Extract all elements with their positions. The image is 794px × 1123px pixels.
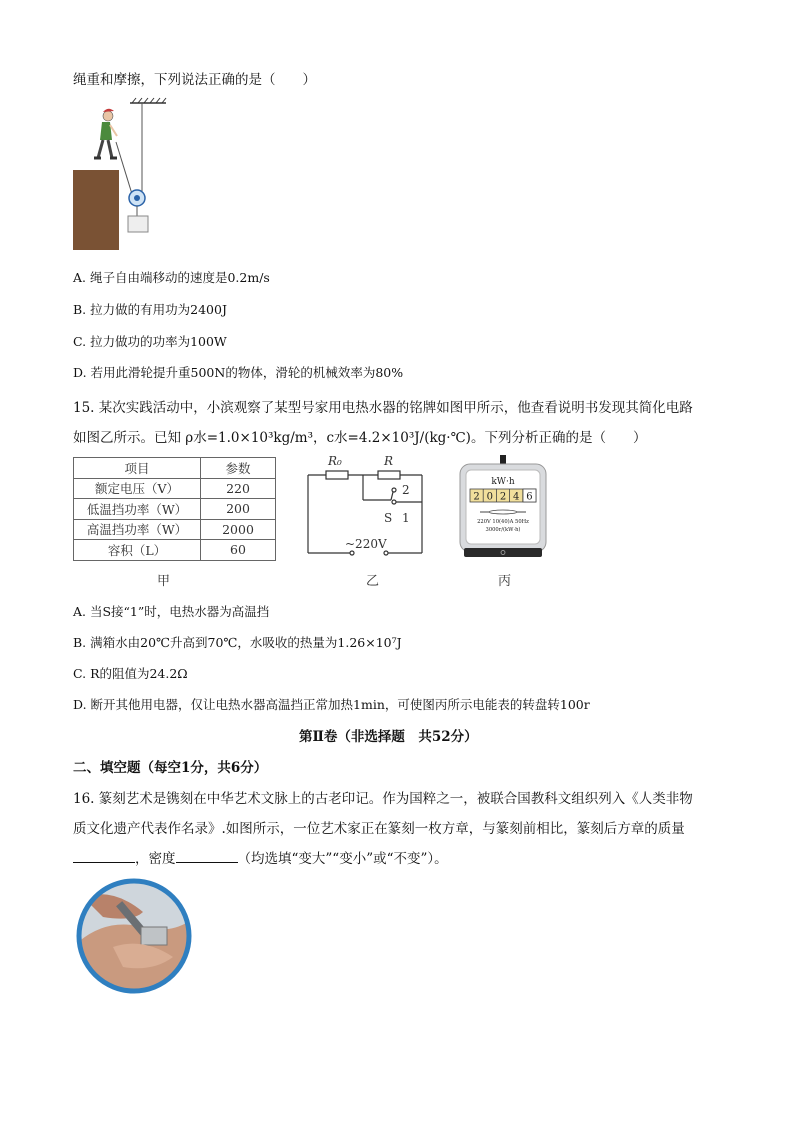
table-cell: 2000 — [201, 519, 276, 540]
meter-digit: 2 — [473, 491, 480, 503]
q16-text-line2: 质文化遗产代表作名录》.如图所示，一位艺术家正在篆刻一枚方章，与篆刻前相比，篆刻后方章的质量 — [73, 821, 685, 837]
table-cell: 容积（L） — [74, 540, 201, 561]
q14-option-a: A. 绳子自由端移动的速度是0.2m/s — [73, 270, 270, 285]
q14-option-c: C. 拉力做功的功率为100W — [73, 334, 227, 349]
meter-spec-constant: 3000r/(kW·h) — [485, 527, 521, 533]
table-row — [74, 478, 276, 499]
q15-text-line1: 15. 某次实践活动中，小滨观察了某型号家用电热水器的铭牌如图甲所示，他查看说明书发现其简化电路 — [73, 400, 693, 416]
table-row — [74, 519, 276, 540]
q15-text-line2: 如图乙所示。已知 ρ水=1.0×10³kg/m³，c水=4.2×10³J/(kg·℃)。下列分析正确的是（ ） — [73, 430, 647, 446]
answer-blank-mass[interactable] — [73, 850, 135, 863]
meter-digit: 4 — [513, 491, 520, 503]
meter-spec-rating: 220V 10(40)A 50Hz — [477, 519, 529, 525]
q16-choice-hint: （均选填“变大”“变小”或“不变”）。 — [237, 851, 448, 867]
pulley-figure — [70, 96, 190, 254]
answer-blank-density[interactable] — [176, 850, 238, 863]
table-cell: 低温挡功率（W） — [74, 499, 201, 520]
label-switch-pos1: 1 — [402, 511, 410, 525]
label-r0: R₀ — [328, 454, 342, 468]
q14-intro: 绳重和摩擦，下列说法正确的是（ ） — [73, 72, 316, 88]
q16-text-line3 — [73, 847, 448, 867]
table-cell: 额定电压（V） — [74, 478, 201, 499]
table-header-cell: 项目 — [74, 458, 201, 479]
table-row — [74, 540, 276, 561]
q16-text-line1: 16. 篆刻艺术是镌刻在中华艺术文脉上的古老印记。作为国粹之一，被联合国教科文组织列入《人类非物 — [73, 791, 693, 807]
q15-option-a: A. 当S接“1”时，电热水器为高温挡 — [73, 604, 270, 619]
nameplate-table — [73, 457, 276, 561]
meter-digit: 0 — [486, 491, 493, 503]
caption-bing: 丙 — [498, 574, 512, 589]
caption-jia: 甲 — [157, 574, 171, 589]
q14-option-d: D. 若用此滑轮提升重500N的物体，滑轮的机械效率为80% — [73, 365, 404, 380]
table-row — [74, 499, 276, 520]
caption-yi: 乙 — [366, 574, 380, 589]
q16-density-label: ，密度 — [135, 851, 176, 867]
q14-option-b: B. 拉力做的有用功为2400J — [73, 302, 227, 317]
section-title: 第Ⅱ卷（非选择题 共52分） — [299, 729, 478, 745]
label-switch-s: S — [384, 511, 393, 525]
table-cell: 200 — [201, 499, 276, 520]
table-header-cell: 参数 — [201, 458, 276, 479]
table-cell: 220 — [201, 478, 276, 499]
label-voltage: ~220V — [345, 537, 387, 551]
label-switch-pos2: 2 — [402, 483, 410, 497]
table-header-row — [74, 458, 276, 479]
energy-meter — [458, 455, 548, 567]
q15-option-b: B. 满箱水由20℃升高到70℃，水吸收的热量为1.26×10⁷J — [73, 635, 402, 650]
meter-digit: 2 — [499, 491, 507, 503]
table-cell: 高温挡功率（W） — [74, 519, 201, 540]
meter-unit: kW·h — [491, 477, 515, 487]
circuit-diagram — [298, 450, 430, 560]
q15-option-c: C. R的阻值为24.2Ω — [73, 666, 188, 681]
label-r: R — [384, 454, 394, 468]
meter-digit: 6 — [526, 491, 533, 503]
seal-carving-photo — [73, 877, 195, 995]
q15-option-d: D. 断开其他用电器，仅让电热水器高温挡正常加热1min，可使图丙所示电能表的转盘转100r — [73, 697, 590, 712]
table-cell: 60 — [201, 540, 276, 561]
section-heading: 二、填空题（每空1分，共6分） — [73, 760, 268, 776]
